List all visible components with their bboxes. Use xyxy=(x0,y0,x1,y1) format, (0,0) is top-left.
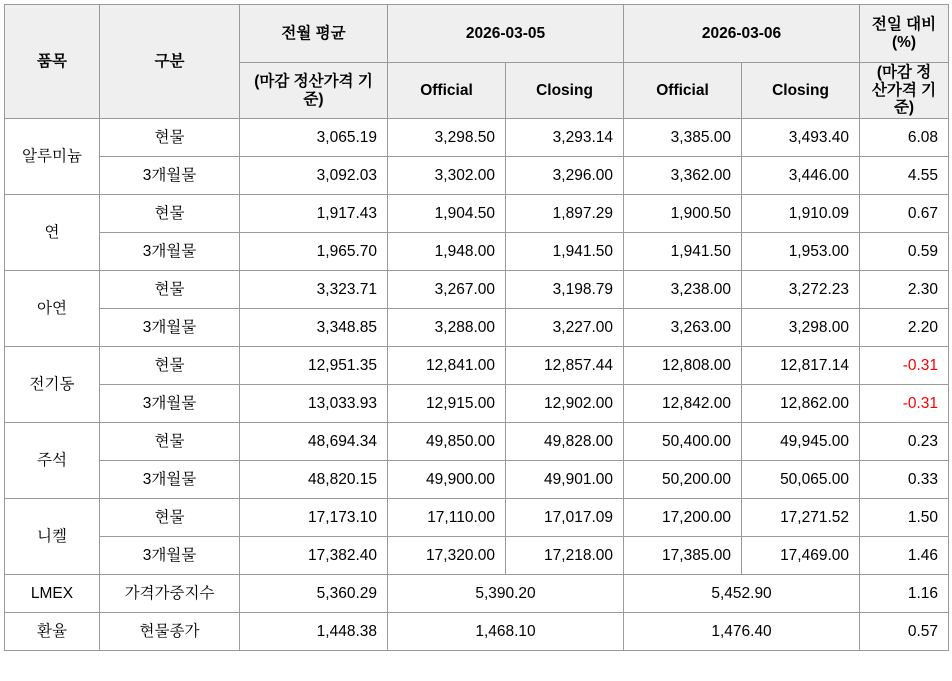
col-header-date2-official: Official xyxy=(624,63,742,119)
cell-date2-closing: 50,065.00 xyxy=(742,461,860,499)
col-header-item: 품목 xyxy=(5,5,100,119)
cell-kind: 3개월물 xyxy=(100,157,240,195)
cell-date1-official: 49,900.00 xyxy=(388,461,506,499)
cell-item: 전기동 xyxy=(5,347,100,423)
cell-date2-closing: 17,469.00 xyxy=(742,537,860,575)
cell-prev-avg: 3,065.19 xyxy=(240,119,388,157)
cell-change: -0.31 xyxy=(860,347,949,385)
cell-date2-official: 1,941.50 xyxy=(624,233,742,271)
cell-date1-value: 1,468.10 xyxy=(388,613,624,651)
cell-prev-avg: 5,360.29 xyxy=(240,575,388,613)
cell-prev-avg: 48,694.34 xyxy=(240,423,388,461)
col-header-date1-official: Official xyxy=(388,63,506,119)
table-row xyxy=(5,499,949,537)
cell-date1-closing: 49,828.00 xyxy=(506,423,624,461)
table-row xyxy=(5,423,949,461)
cell-date1-official: 17,110.00 xyxy=(388,499,506,537)
cell-change: 4.55 xyxy=(860,157,949,195)
table-row xyxy=(5,233,949,271)
cell-change: 0.23 xyxy=(860,423,949,461)
cell-prev-avg: 48,820.15 xyxy=(240,461,388,499)
cell-prev-avg: 3,323.71 xyxy=(240,271,388,309)
table-row xyxy=(5,575,949,613)
cell-change: 1.16 xyxy=(860,575,949,613)
col-header-date1-closing: Closing xyxy=(506,63,624,119)
cell-date1-official: 3,267.00 xyxy=(388,271,506,309)
table-body xyxy=(5,119,949,651)
table-header xyxy=(5,5,949,119)
col-header-prev-month-avg-sub: (마감 정산가격 기준) xyxy=(240,63,388,119)
cell-kind: 현물 xyxy=(100,423,240,461)
cell-date2-official: 3,385.00 xyxy=(624,119,742,157)
cell-kind: 현물 xyxy=(100,271,240,309)
cell-date1-closing: 17,218.00 xyxy=(506,537,624,575)
col-header-date-2: 2026-03-06 xyxy=(624,5,860,63)
cell-item: 아연 xyxy=(5,271,100,347)
cell-change: 6.08 xyxy=(860,119,949,157)
cell-date2-closing: 1,910.09 xyxy=(742,195,860,233)
cell-date2-closing: 3,298.00 xyxy=(742,309,860,347)
cell-change: 1.46 xyxy=(860,537,949,575)
cell-kind: 현물 xyxy=(100,499,240,537)
cell-date2-official: 50,400.00 xyxy=(624,423,742,461)
cell-item: LMEX xyxy=(5,575,100,613)
cell-kind: 3개월물 xyxy=(100,537,240,575)
cell-kind: 3개월물 xyxy=(100,461,240,499)
table-row xyxy=(5,537,949,575)
cell-date2-official: 12,808.00 xyxy=(624,347,742,385)
cell-item: 니켈 xyxy=(5,499,100,575)
cell-date2-closing: 12,817.14 xyxy=(742,347,860,385)
cell-kind: 현물 xyxy=(100,347,240,385)
cell-prev-avg: 17,382.40 xyxy=(240,537,388,575)
col-header-change: 전일 대비(%) xyxy=(860,5,949,63)
cell-item: 주석 xyxy=(5,423,100,499)
table-row xyxy=(5,613,949,651)
cell-date2-closing: 12,862.00 xyxy=(742,385,860,423)
cell-date2-official: 3,362.00 xyxy=(624,157,742,195)
cell-change: 0.59 xyxy=(860,233,949,271)
cell-prev-avg: 3,092.03 xyxy=(240,157,388,195)
cell-date1-closing: 3,198.79 xyxy=(506,271,624,309)
cell-change: 0.33 xyxy=(860,461,949,499)
cell-kind: 3개월물 xyxy=(100,309,240,347)
cell-item: 알루미늄 xyxy=(5,119,100,195)
table-row xyxy=(5,385,949,423)
cell-prev-avg: 17,173.10 xyxy=(240,499,388,537)
cell-date1-official: 1,948.00 xyxy=(388,233,506,271)
cell-date1-official: 12,841.00 xyxy=(388,347,506,385)
cell-date2-closing: 49,945.00 xyxy=(742,423,860,461)
cell-date1-closing: 3,227.00 xyxy=(506,309,624,347)
cell-prev-avg: 1,917.43 xyxy=(240,195,388,233)
cell-date1-closing: 12,857.44 xyxy=(506,347,624,385)
cell-date1-closing: 1,941.50 xyxy=(506,233,624,271)
cell-date1-official: 1,904.50 xyxy=(388,195,506,233)
cell-date1-official: 49,850.00 xyxy=(388,423,506,461)
cell-date1-official: 3,288.00 xyxy=(388,309,506,347)
table-row xyxy=(5,347,949,385)
table-row xyxy=(5,461,949,499)
cell-change: 2.30 xyxy=(860,271,949,309)
cell-date1-official: 12,915.00 xyxy=(388,385,506,423)
cell-date2-official: 1,900.50 xyxy=(624,195,742,233)
col-header-change-sub: (마감 정산가격 기준) xyxy=(860,63,949,119)
cell-date2-closing: 3,446.00 xyxy=(742,157,860,195)
cell-date1-closing: 17,017.09 xyxy=(506,499,624,537)
cell-date2-closing: 1,953.00 xyxy=(742,233,860,271)
cell-change: 1.50 xyxy=(860,499,949,537)
cell-date2-official: 12,842.00 xyxy=(624,385,742,423)
cell-change: -0.31 xyxy=(860,385,949,423)
table-row xyxy=(5,309,949,347)
cell-kind: 3개월물 xyxy=(100,385,240,423)
cell-date1-value: 5,390.20 xyxy=(388,575,624,613)
cell-item: 환율 xyxy=(5,613,100,651)
cell-kind: 현물 xyxy=(100,195,240,233)
cell-change: 0.67 xyxy=(860,195,949,233)
cell-prev-avg: 12,951.35 xyxy=(240,347,388,385)
cell-date2-official: 3,238.00 xyxy=(624,271,742,309)
cell-date2-closing: 3,493.40 xyxy=(742,119,860,157)
table-row xyxy=(5,119,949,157)
cell-date2-value: 1,476.40 xyxy=(624,613,860,651)
cell-change: 2.20 xyxy=(860,309,949,347)
col-header-kind: 구분 xyxy=(100,5,240,119)
lme-price-table xyxy=(4,4,949,651)
cell-date1-official: 17,320.00 xyxy=(388,537,506,575)
cell-prev-avg: 13,033.93 xyxy=(240,385,388,423)
cell-date2-value: 5,452.90 xyxy=(624,575,860,613)
col-header-prev-month-avg: 전월 평균 xyxy=(240,5,388,63)
cell-prev-avg: 1,448.38 xyxy=(240,613,388,651)
cell-date1-closing: 49,901.00 xyxy=(506,461,624,499)
cell-date2-closing: 17,271.52 xyxy=(742,499,860,537)
cell-change: 0.57 xyxy=(860,613,949,651)
cell-kind: 현물 xyxy=(100,119,240,157)
cell-date2-official: 17,385.00 xyxy=(624,537,742,575)
table-row xyxy=(5,157,949,195)
cell-date2-closing: 3,272.23 xyxy=(742,271,860,309)
cell-date1-closing: 3,296.00 xyxy=(506,157,624,195)
cell-date1-official: 3,298.50 xyxy=(388,119,506,157)
cell-date1-closing: 1,897.29 xyxy=(506,195,624,233)
cell-date2-official: 50,200.00 xyxy=(624,461,742,499)
table-row xyxy=(5,195,949,233)
cell-prev-avg: 3,348.85 xyxy=(240,309,388,347)
col-header-date2-closing: Closing xyxy=(742,63,860,119)
cell-prev-avg: 1,965.70 xyxy=(240,233,388,271)
cell-date1-official: 3,302.00 xyxy=(388,157,506,195)
cell-kind: 현물종가 xyxy=(100,613,240,651)
col-header-date-1: 2026-03-05 xyxy=(388,5,624,63)
cell-date1-closing: 12,902.00 xyxy=(506,385,624,423)
cell-date1-closing: 3,293.14 xyxy=(506,119,624,157)
cell-date2-official: 17,200.00 xyxy=(624,499,742,537)
cell-kind: 3개월물 xyxy=(100,233,240,271)
cell-kind: 가격가중지수 xyxy=(100,575,240,613)
cell-item: 연 xyxy=(5,195,100,271)
cell-date2-official: 3,263.00 xyxy=(624,309,742,347)
table-row xyxy=(5,271,949,309)
header-row-top xyxy=(5,5,949,63)
